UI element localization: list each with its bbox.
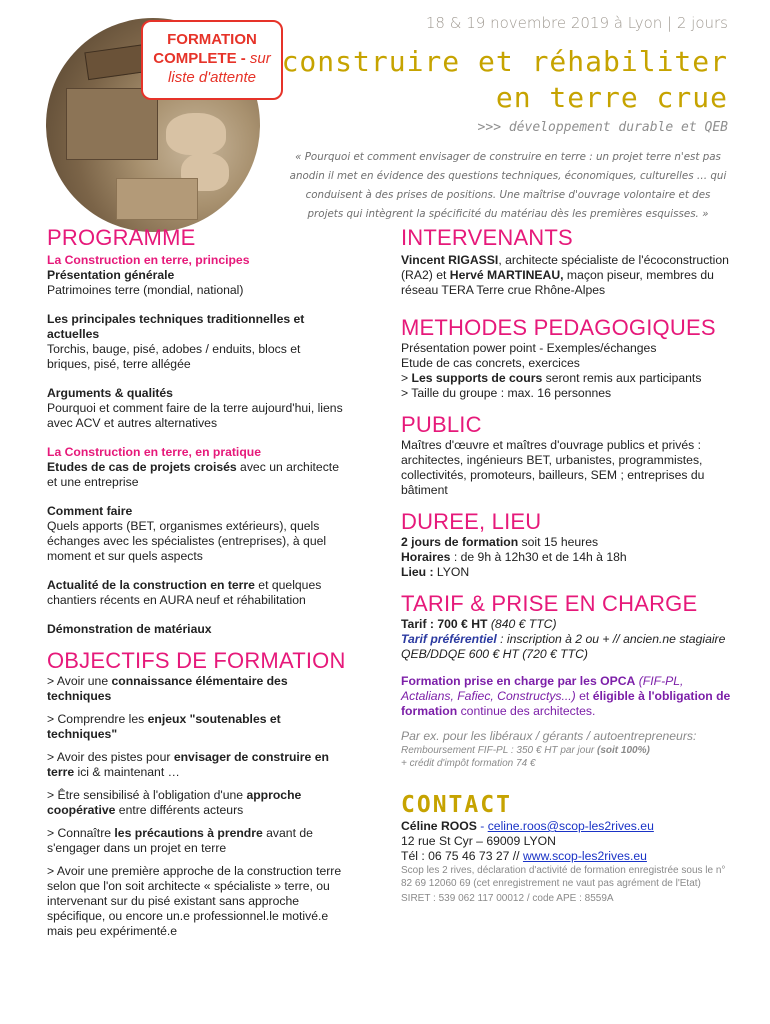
opca-italic: (FIF-PL, Actalians, Fafiec, Constructys...)	[401, 674, 684, 703]
speaker-desc: , architecte spécialiste de l'écoconstruction (RA2) et	[401, 253, 729, 282]
opca-plain: et	[575, 689, 593, 703]
objectifs-heading: OBJECTIFS DE FORMATION	[47, 648, 346, 673]
contact-address: 12 rue St Cyr – 69009 LYON	[401, 834, 556, 848]
left-column	[47, 225, 347, 939]
contact-separator: -	[476, 819, 488, 833]
programme-item-title: Actualité de la construction en terre	[47, 578, 255, 592]
opca-bold: Formation prise en charge par les OPCA	[401, 674, 636, 688]
price-bold: Tarif : 700 € HT	[401, 617, 488, 631]
methode-line: > Taille du groupe : max. 16 personnes	[401, 386, 612, 400]
programme-item-text: avec un architecte et une entreprise	[47, 460, 339, 489]
objectif-bold: envisager de construire en terre	[47, 750, 329, 779]
subtitle: >>> développement durable et QEB	[477, 120, 728, 135]
programme-block-7	[47, 622, 347, 637]
methode-line: Présentation power point - Exemples/échanges	[401, 341, 657, 355]
public-heading: PUBLIC	[401, 412, 482, 437]
page-title	[282, 44, 728, 116]
intro-quote: « Pourquoi et comment envisager de construire en terre : un projet terre n'est pas anodin il met en évidence des questions techniques, économiques, culturelles … qui conduisent à des prises de positions. Une maîtrise d'ouvrage volontaire et des projets qui intègrent la spécificité du matériau dès les premières esquisses. »	[289, 151, 727, 220]
duree-plain: LYON	[433, 565, 470, 579]
title-line-2: en terre crue	[495, 81, 728, 114]
methode-line	[401, 371, 731, 386]
programme-section-title: La Construction en terre, en pratique	[47, 445, 261, 459]
programme-item-title: Présentation générale	[47, 268, 175, 282]
example-bold: (soit 100%)	[597, 745, 650, 756]
programme-item-text: Quels apports (BET, organismes extérieurs), quels échanges avec les spécialistes (entreprises), à quel moment et sur quels aspects	[47, 519, 327, 563]
objectif-bold: approche coopérative	[47, 788, 302, 817]
programme-block-2	[47, 312, 347, 372]
methode-text: seront remis aux participants	[542, 371, 702, 385]
programme-item-text: et quelques chantiers récents en AURA neuf et réhabilitation	[47, 578, 322, 607]
price-italic: (840 € TTC)	[487, 617, 557, 631]
badge-line2-bold: COMPLETE -	[153, 50, 246, 67]
status-badge	[141, 20, 283, 100]
objectif-bold: enjeux "soutenables et techniques"	[47, 712, 281, 741]
objectif-text: > Comprendre les	[47, 712, 148, 726]
objectif-item: > Avoir une première approche de la construction terre selon que l'on soit architecte « spécialiste » terre, ou intervenant sur du pisé existant sans approche spécifique, ou encore un.e professionnel.le motivé.e mais peu expérimenté.e	[47, 864, 342, 938]
tarif-text	[401, 617, 731, 662]
objectif-text: > Être sensibilisé à l'obligation d'une	[47, 788, 247, 802]
objectif-item	[47, 750, 347, 780]
objectif-bold: connaissance élémentaire des techniques	[47, 674, 288, 703]
methodes-heading: METHODES PEDAGOGIQUES	[401, 315, 716, 340]
tarif-example	[401, 729, 731, 770]
tarif-heading: TARIF & PRISE EN CHARGE	[401, 591, 698, 616]
badge-line3: liste d'attente	[168, 69, 256, 86]
programme-block-4	[47, 445, 347, 490]
objectif-text: > Connaître	[47, 826, 115, 840]
objectif-bold: les précautions à prendre	[114, 826, 263, 840]
contact-block	[401, 819, 731, 905]
methode-bold: Les supports de cours	[411, 371, 543, 385]
duree-heading: DUREE, LIEU	[401, 509, 542, 534]
programme-heading: PROGRAMME	[47, 225, 196, 250]
legal-notice: Scop les 2 rives, déclaration d'activité de formation enregistrée sous le n° 82 69 12060 69 (cet enregistrement ne vaut pas agrément de l'Etat)	[401, 865, 726, 889]
example-line: Remboursement FIF-PL : 350 € HT par jour	[401, 745, 598, 756]
programme-block-5	[47, 504, 347, 564]
objectif-item	[47, 712, 347, 742]
pref-price-text: : inscription à 2 ou + // ancien.ne stagiaire QEB/DDQE 600 € HT (720 € TTC)	[401, 632, 726, 661]
objectif-text: entre différents acteurs	[115, 803, 244, 817]
duree-plain: : de 9h à 12h30 et de 14h à 18h	[450, 550, 627, 564]
objectif-item	[47, 788, 347, 818]
duree-bold: Horaires	[401, 550, 451, 564]
speaker-desc: maçon piseur, membres du réseau TERA Terre crue Rhône-Alpes	[401, 268, 714, 297]
methode-line: Etude de cas concrets, exercices	[401, 356, 580, 370]
speaker-name: Hervé MARTINEAU,	[449, 268, 564, 282]
intervenants-text	[401, 253, 731, 298]
programme-item-text: Torchis, bauge, pisé, adobes / enduits, blocs et briques, pisé, terre allégée	[47, 342, 301, 371]
objectif-text: avant de s'engager dans un projet en terre	[47, 826, 313, 855]
example-line: Par ex. pour les libéraux / gérants / autoentrepreneurs:	[401, 729, 697, 743]
badge-line1: FORMATION	[167, 31, 257, 48]
programme-item-text: Pourquoi et comment faire de la terre aujourd'hui, liens avec ACV et autres alternatives	[47, 401, 343, 430]
programme-item-title: Démonstration de matériaux	[47, 622, 212, 636]
contact-heading: CONTACT	[401, 792, 512, 818]
duree-text	[401, 535, 731, 580]
pref-price-label: Tarif préférentiel	[401, 632, 497, 646]
duree-plain: soit 15 heures	[518, 535, 599, 549]
duree-bold: Lieu :	[401, 565, 434, 579]
programme-block-6	[47, 578, 347, 608]
example-line: + crédit d'impôt formation 74 €	[401, 758, 536, 769]
programme-item-text: Patrimoines terre (mondial, national)	[47, 283, 244, 297]
opca-text	[401, 674, 731, 719]
contact-phone: Tél : 06 75 46 73 27 //	[401, 849, 523, 863]
programme-block-1	[47, 253, 347, 298]
intervenants-heading: INTERVENANTS	[401, 225, 573, 250]
date-line: 18 & 19 novembre 2019 à Lyon | 2 jours	[425, 14, 728, 32]
objectif-text: ici & maintenant …	[74, 765, 180, 779]
right-column	[401, 225, 731, 905]
programme-block-3	[47, 386, 347, 431]
contact-name: Céline ROOS	[401, 819, 477, 833]
programme-section-title: La Construction en terre, principes	[47, 253, 250, 267]
duree-bold: 2 jours de formation	[401, 535, 519, 549]
title-line-1: construire et réhabiliter	[281, 45, 728, 78]
objectif-item	[47, 674, 347, 704]
email-link[interactable]: celine.roos@scop-les2rives.eu	[487, 819, 654, 833]
programme-item-title: Comment faire	[47, 504, 133, 518]
badge-line2-italic: sur	[249, 50, 271, 67]
opca-bold: éligible à l'obligation de formation	[401, 689, 731, 718]
opca-plain: continue des architectes.	[457, 704, 596, 718]
siret-line: SIRET : 539 062 117 00012 / code APE : 8559A	[401, 893, 614, 904]
objectif-item	[47, 826, 347, 856]
methode-text: >	[401, 371, 412, 385]
objectif-text: > Avoir une	[47, 674, 112, 688]
speaker-name: Vincent RIGASSI	[401, 253, 499, 267]
website-link[interactable]: www.scop-les2rives.eu	[522, 849, 647, 863]
programme-item-title: Arguments & qualités	[47, 386, 173, 400]
programme-item-title: Etudes de cas de projets croisés	[47, 460, 237, 474]
methodes-text	[401, 341, 731, 401]
objectif-text: > Avoir des pistes pour	[47, 750, 174, 764]
programme-item-title: Les principales techniques traditionnelles et actuelles	[47, 312, 305, 341]
public-text: Maîtres d'œuvre et maîtres d'ouvrage publics et privés : architectes, ingénieurs BET, urbanistes, programmistes, collectivités, promoteurs, bailleurs, SEM ; entreprises du bâtiment	[401, 438, 705, 497]
